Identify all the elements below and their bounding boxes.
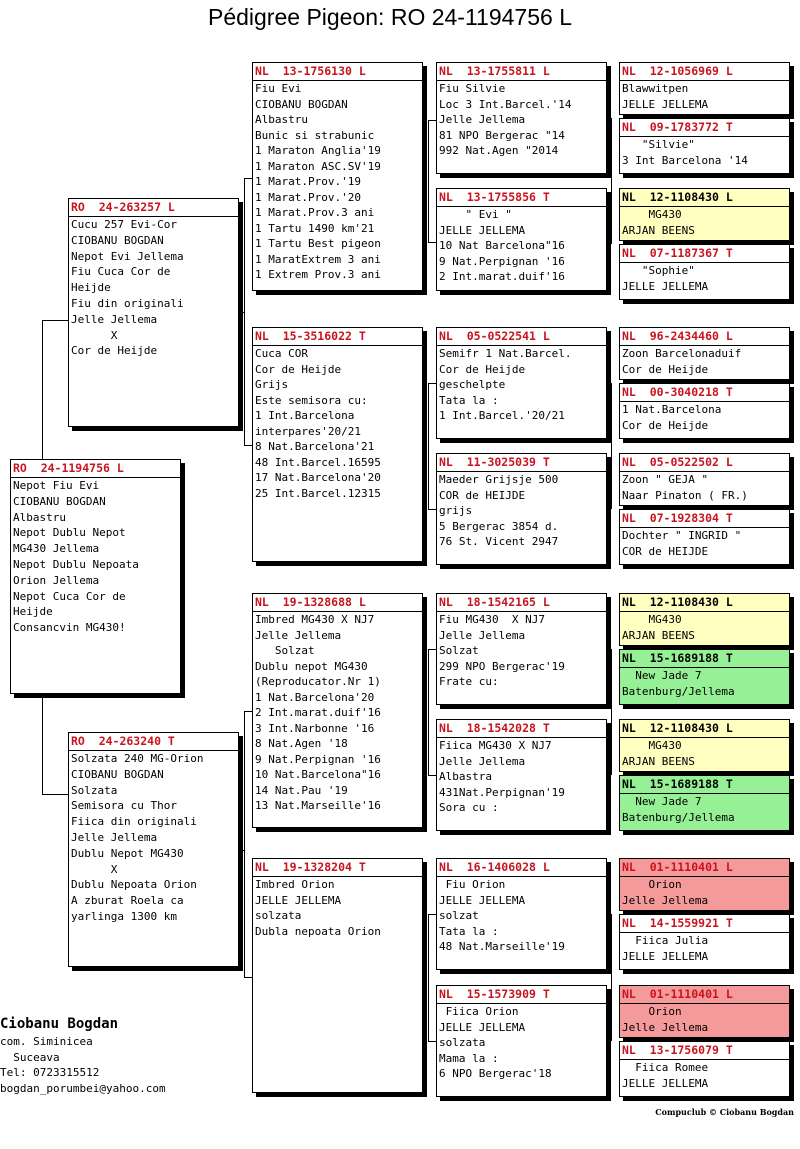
detail-line: MG430 Jellema [13, 542, 100, 556]
detail-line: Nepot Dublu Nepot [13, 526, 126, 540]
detail-line: yarlinga 1300 km [71, 909, 177, 923]
breeder-info [0, 1014, 166, 1096]
detail-line: Jelle Jellema [439, 628, 526, 642]
pigeon-card-dsd[interactable] [436, 719, 607, 831]
ring-number: NL 13-1756130 L [255, 64, 366, 78]
ring-number: NL 07-1928304 T [622, 511, 733, 525]
detail-line: COR de HEIJDE [622, 544, 709, 558]
detail-line: Albastru [255, 113, 308, 126]
detail-line: 1 Nat.Barcelona'20 [255, 690, 375, 704]
detail-line: 1 Extrem Prov.3 ani [255, 268, 381, 281]
detail-line: A zburat Roela ca [71, 894, 184, 908]
detail-line: Grijs [255, 378, 289, 391]
pigeon-card-g12[interactable] [619, 775, 790, 831]
detail-line: " Evi " [439, 208, 512, 221]
pigeon-card-dam[interactable] [68, 732, 239, 967]
detail-line: 1 Tartu 1490 km'21 [255, 221, 375, 235]
detail-line: "Sophie" [622, 264, 695, 277]
detail-line: Semisora cu Thor [71, 799, 177, 813]
ring-number: NL 96-2434460 L [622, 329, 733, 343]
pigeon-details [69, 217, 238, 359]
connector-line [611, 383, 612, 509]
pigeon-card-ddd[interactable] [436, 985, 607, 1097]
ring-number: NL 13-1756079 T [622, 1043, 733, 1057]
ring-number: NL 12-1108430 L [622, 190, 733, 204]
detail-line: Zoon Barcelonaduif [622, 347, 742, 360]
connector-line [428, 914, 429, 1041]
detail-line: Fiica din originali [71, 815, 197, 829]
ring-number: NL 12-1108430 L [622, 595, 733, 609]
pigeon-details [620, 207, 789, 238]
detail-line: Dochter " INGRID " [622, 529, 742, 542]
pigeon-details [253, 346, 422, 501]
detail-line: 1 Maraton Anglia'19 [255, 144, 381, 157]
detail-line: 2 Int.marat.duif'16 [255, 706, 381, 719]
detail-line: Nepot Evi Jellema [71, 249, 184, 263]
detail-line: COR de HEIJDE [439, 488, 526, 502]
pigeon-details [620, 472, 789, 503]
pigeon-details [11, 478, 180, 636]
pigeon-card-sds[interactable] [436, 327, 607, 439]
detail-line: 17 Nat.Barcelona'20 [255, 471, 381, 484]
detail-line: 8 Nat.Barcelona'21 [255, 440, 375, 453]
breeder-address-commune: com. Siminicea [0, 1035, 93, 1048]
detail-line: JELLE JELLEMA [439, 223, 526, 237]
detail-line: JELLE JELLEMA [622, 1076, 709, 1090]
detail-line: Fiu din originali [71, 296, 184, 310]
detail-line: Cor de Heijde [622, 418, 709, 432]
pigeon-card-g9[interactable] [619, 593, 790, 646]
detail-line: Nepot Fiu Evi [13, 479, 100, 492]
detail-line: Este semisora cu: [255, 393, 368, 407]
ring-number: NL 05-0522541 L [439, 329, 550, 343]
connector-line [428, 649, 429, 775]
detail-line: 5 Bergerac 3854 d. [439, 519, 559, 533]
ring-number: NL 13-1755811 L [439, 64, 550, 78]
pigeon-details [69, 751, 238, 925]
detail-line: MG430 [622, 208, 682, 221]
detail-line: Cucu 257 Evi-Cor [71, 218, 177, 231]
detail-line: Nepot Dublu Nepoata [13, 557, 139, 571]
detail-line: 10 Nat Barcelona"16 [439, 239, 565, 252]
detail-line: Imbred MG430 X NJ7 [255, 613, 375, 626]
detail-line: Tata la : [439, 393, 499, 407]
detail-line: New Jade 7 [622, 795, 702, 808]
pigeon-details [437, 81, 606, 159]
detail-line: JELLE JELLEMA [439, 893, 526, 907]
detail-line: 14 Nat.Pau '19 [255, 783, 348, 797]
detail-line: 1 Marat.Prov.'20 [255, 190, 361, 204]
detail-line: Jelle Jellema [71, 830, 158, 844]
pigeon-card-g11[interactable] [619, 719, 790, 772]
pigeon-card-sire[interactable] [68, 198, 239, 427]
detail-line: CIOBANU BOGDAN [71, 233, 164, 247]
detail-line: CIOBANU BOGDAN [255, 97, 348, 111]
detail-line: Solzat [255, 644, 315, 657]
detail-line: ARJAN BEENS [622, 754, 695, 768]
detail-line: 10 Nat.Barcelona"16 [255, 768, 381, 781]
detail-line: Zoon " GEJA " [622, 473, 709, 486]
detail-line: X [71, 862, 118, 876]
connector-line [428, 120, 429, 242]
detail-line: 1 Nat.Barcelona [622, 403, 722, 416]
detail-line: 8 Nat.Agen '18 [255, 737, 348, 750]
pigeon-details [437, 877, 606, 955]
detail-line: JELLE JELLEMA [622, 97, 709, 111]
pigeon-details [620, 1004, 789, 1035]
detail-line: JELLE JELLEMA [439, 1020, 526, 1034]
detail-line: Albastru [13, 510, 66, 524]
connector-line [611, 914, 612, 1041]
ring-number: NL 15-3516022 T [255, 329, 366, 343]
detail-line: Fiica Julia [622, 934, 709, 947]
detail-line: Batenburg/Jellema [622, 810, 735, 824]
copyright-footer: Compuclub © Ciobanu Bogdan [655, 1107, 794, 1117]
detail-line: Batenburg/Jellema [622, 684, 735, 698]
detail-line: CIOBANU BOGDAN [13, 494, 106, 508]
detail-line: solzat [439, 909, 479, 922]
connector-line [611, 118, 612, 244]
ring-number: NL 15-1689188 T [622, 777, 733, 791]
ring-number: NL 00-3040218 T [622, 385, 733, 399]
detail-line: Albastra [439, 770, 492, 783]
pigeon-card-g4[interactable] [619, 244, 790, 300]
pigeon-card-g1[interactable] [619, 62, 790, 115]
pigeon-card-ss[interactable] [252, 62, 423, 291]
detail-line: Fiica Orion [439, 1005, 519, 1018]
ring-number: NL 09-1783772 T [622, 120, 733, 134]
ring-number: NL 15-1689188 T [622, 651, 733, 665]
detail-line: Jelle Jellema [622, 1020, 709, 1034]
detail-line: Fiu Evi [255, 82, 302, 95]
detail-line: Fiica Romee [622, 1061, 709, 1074]
detail-line: 1 Marat.Prov.3 ani [255, 206, 375, 219]
detail-line: Semifr 1 Nat.Barcel. [439, 347, 572, 360]
ring-number: RO 24-1194756 L [13, 461, 124, 475]
detail-line: 76 St. Vicent 2947 [439, 535, 559, 548]
detail-line: Nepot Cuca Cor de [13, 589, 126, 603]
detail-line: Jelle Jellema [439, 113, 526, 126]
detail-line: 992 Nat.Agen "2014 [439, 144, 559, 157]
detail-line: Fiu Orion [439, 878, 506, 891]
pigeon-card-g16[interactable] [619, 1041, 790, 1097]
pigeon-details [437, 738, 606, 816]
ring-number: RO 24-263257 L [71, 200, 175, 214]
detail-line: Jelle Jellema [439, 754, 526, 768]
detail-line: Heijde [13, 605, 53, 619]
detail-line: Solzata [71, 783, 118, 797]
detail-line: Dublu Nepot MG430 [71, 846, 184, 860]
pigeon-card-g7[interactable] [619, 453, 790, 506]
detail-line: Heijde [71, 281, 111, 295]
pigeon-details [620, 346, 789, 377]
connector-line [42, 320, 43, 460]
connector-line [42, 794, 69, 795]
detail-line: Solzat [439, 644, 479, 657]
pigeon-details [620, 137, 789, 168]
pigeon-details [620, 528, 789, 559]
pigeon-card-ssd[interactable] [436, 188, 607, 291]
detail-line: 1 Int.Barcel.'20/21 [439, 409, 565, 422]
detail-line: 48 Nat.Marseille'19 [439, 940, 565, 953]
detail-line: Fiu Cuca Cor de [71, 265, 171, 279]
pigeon-details [620, 933, 789, 964]
detail-line: Orion Jellema [13, 573, 100, 587]
connector-line [42, 694, 43, 794]
detail-line: 25 Int.Barcel.12315 [255, 486, 381, 500]
pigeon-details [620, 738, 789, 769]
detail-line: Tata la : [439, 924, 499, 938]
detail-line: ARJAN BEENS [622, 628, 695, 642]
detail-line: "Silvie" [622, 138, 695, 151]
detail-line: X [71, 328, 118, 342]
detail-line: Cor de Heijde [71, 344, 158, 358]
detail-line: Fiu Silvie [439, 82, 506, 95]
pigeon-details [437, 346, 606, 424]
detail-line: Imbred Orion [255, 878, 335, 891]
detail-line: MG430 [622, 613, 682, 626]
connector-line [244, 711, 245, 977]
pigeon-card-g10[interactable] [619, 649, 790, 705]
ring-number: NL 19-1328688 L [255, 595, 366, 609]
detail-line: solzata [255, 909, 302, 922]
ring-number: NL 18-1542165 L [439, 595, 550, 609]
detail-line: Frate cu: [439, 675, 499, 688]
detail-line: 431Nat.Perpignan'19 [439, 785, 565, 799]
ring-number: NL 18-1542028 T [439, 721, 550, 735]
detail-line: JELLE JELLEMA [622, 279, 709, 293]
detail-line: 6 NPO Bergerac'18 [439, 1067, 552, 1080]
pigeon-card-g3[interactable] [619, 188, 790, 241]
pigeon-details [620, 81, 789, 112]
detail-line: 2 Int.marat.duif'16 [439, 270, 565, 283]
pigeon-details [253, 81, 422, 283]
detail-line: 1 Marat.Prov.'19 [255, 175, 361, 188]
ring-number: NL 05-0522502 L [622, 455, 733, 469]
detail-line: ARJAN BEENS [622, 223, 695, 237]
pigeon-card-dds[interactable] [436, 858, 607, 970]
connector-line [42, 320, 69, 321]
detail-line: Sora cu : [439, 801, 499, 814]
pigeon-card-subject[interactable] [10, 459, 181, 694]
detail-line: 13 Nat.Marseille'16 [255, 799, 381, 812]
ring-number: NL 15-1573909 T [439, 987, 550, 1001]
detail-line: 1 MaratExtrem 3 ani [255, 252, 381, 266]
pigeon-details [437, 1004, 606, 1082]
ring-number: NL 13-1755856 T [439, 190, 550, 204]
detail-line: grijs [439, 504, 473, 517]
detail-line: Orion [622, 878, 682, 891]
pigeon-card-dd[interactable] [252, 858, 423, 1093]
ring-number: NL 14-1559921 T [622, 916, 733, 930]
detail-line: 1 Tartu Best pigeon [255, 237, 381, 250]
pigeon-card-sdd[interactable] [436, 453, 607, 565]
pigeon-details [253, 612, 422, 814]
detail-line: 1 Maraton ASC.SV'19 [255, 159, 381, 173]
connector-line [611, 649, 612, 775]
detail-line: Consancvin MG430! [13, 621, 126, 635]
detail-line: Bunic si strabunic [255, 128, 375, 142]
ring-number: NL 12-1056969 L [622, 64, 733, 78]
page-title: Pédigree Pigeon: RO 24-1194756 L [207, 4, 572, 30]
pigeon-details [620, 402, 789, 433]
ring-number: NL 16-1406028 L [439, 860, 550, 874]
detail-line: Loc 3 Int.Barcel.'14 [439, 97, 572, 111]
pigeon-details [253, 877, 422, 939]
pigeon-card-g15[interactable] [619, 985, 790, 1038]
detail-line: 1 Int.Barcelona [255, 409, 355, 422]
detail-line: Naar Pinaton ( FR.) [622, 488, 748, 502]
detail-line: Cor de Heijde [255, 362, 342, 376]
pigeon-card-g13[interactable] [619, 858, 790, 911]
detail-line: Dublu nepot MG430 [255, 659, 368, 673]
breeder-address-county: Suceava [0, 1050, 60, 1064]
pigeon-card-ds[interactable] [252, 593, 423, 828]
detail-line: CIOBANU BOGDAN [71, 767, 164, 781]
pigeon-details [620, 1060, 789, 1091]
detail-line: 48 Int.Barcel.16595 [255, 455, 381, 469]
pigeon-card-dss[interactable] [436, 593, 607, 705]
detail-line: Fiu MG430 X NJ7 [439, 613, 545, 626]
breeder-name: Ciobanu Bogdan [0, 1016, 119, 1032]
pigeon-details [620, 877, 789, 908]
pigeon-card-g14[interactable] [619, 914, 790, 970]
pigeon-card-g8[interactable] [619, 509, 790, 565]
detail-line: Cuca COR [255, 347, 308, 360]
pigeon-card-sss[interactable] [436, 62, 607, 174]
pigeon-details [437, 207, 606, 285]
detail-line: solzata [439, 1036, 486, 1049]
ring-number: NL 12-1108430 L [622, 721, 733, 735]
pigeon-card-g6[interactable] [619, 383, 790, 439]
detail-line: 81 NPO Bergerac "14 [439, 128, 565, 142]
detail-line: 9 Nat.Perpignan '16 [439, 254, 565, 268]
pigeon-details [620, 263, 789, 294]
ring-number: NL 01-1110401 L [622, 860, 733, 874]
connector-line [239, 850, 245, 851]
pigeon-card-g2[interactable] [619, 118, 790, 174]
ring-number: NL 07-1187367 T [622, 246, 733, 260]
pigeon-details [620, 794, 789, 825]
detail-line: 9 Nat.Perpignan '16 [255, 752, 381, 766]
detail-line: Cor de Heijde [439, 362, 526, 376]
ring-number: NL 01-1110401 L [622, 987, 733, 1001]
detail-line: MG430 [622, 739, 682, 752]
detail-line: New Jade 7 [622, 669, 702, 682]
pigeon-details [620, 668, 789, 699]
ring-number: NL 19-1328204 T [255, 860, 366, 874]
connector-line [239, 312, 245, 313]
ring-number: RO 24-263240 T [71, 734, 175, 748]
detail-line: Jelle Jellema [622, 893, 709, 907]
detail-line: Orion [622, 1005, 682, 1018]
detail-line: Maeder Grijsje 500 [439, 473, 559, 486]
ring-number: NL 11-3025039 T [439, 455, 550, 469]
pigeon-card-sd[interactable] [252, 327, 423, 562]
detail-line: 3 Int.Narbonne '16 [255, 721, 375, 735]
detail-line: Jelle Jellema [255, 628, 342, 642]
detail-line: Solzata 240 MG-Orion [71, 752, 204, 765]
detail-line: Fiica MG430 X NJ7 [439, 739, 552, 752]
detail-line: Cor de Heijde [622, 362, 709, 376]
connector-line [428, 383, 429, 509]
detail-line: 299 NPO Bergerac'19 [439, 659, 565, 673]
detail-line: Blawwitpen [622, 82, 689, 95]
detail-line: Dubla nepoata Orion [255, 924, 381, 938]
detail-line: Mama la : [439, 1051, 499, 1065]
pigeon-details [437, 472, 606, 550]
detail-line: JELLE JELLEMA [255, 893, 342, 907]
detail-line: geschelpte [439, 378, 506, 391]
breeder-phone: Tel: 0723315512 [0, 1066, 100, 1079]
detail-line: JELLE JELLEMA [622, 949, 709, 963]
detail-line: Jelle Jellema [71, 312, 158, 326]
breeder-email[interactable]: bogdan_porumbei@yahoo.com [0, 1081, 166, 1095]
detail-line: interpares'20/21 [255, 424, 361, 438]
pigeon-details [620, 612, 789, 643]
pigeon-details [437, 612, 606, 690]
detail-line: 3 Int Barcelona '14 [622, 153, 748, 167]
detail-line: Dublu Nepoata Orion [71, 878, 197, 892]
detail-line: (Reproducator.Nr 1) [255, 675, 381, 688]
pigeon-card-g5[interactable] [619, 327, 790, 380]
